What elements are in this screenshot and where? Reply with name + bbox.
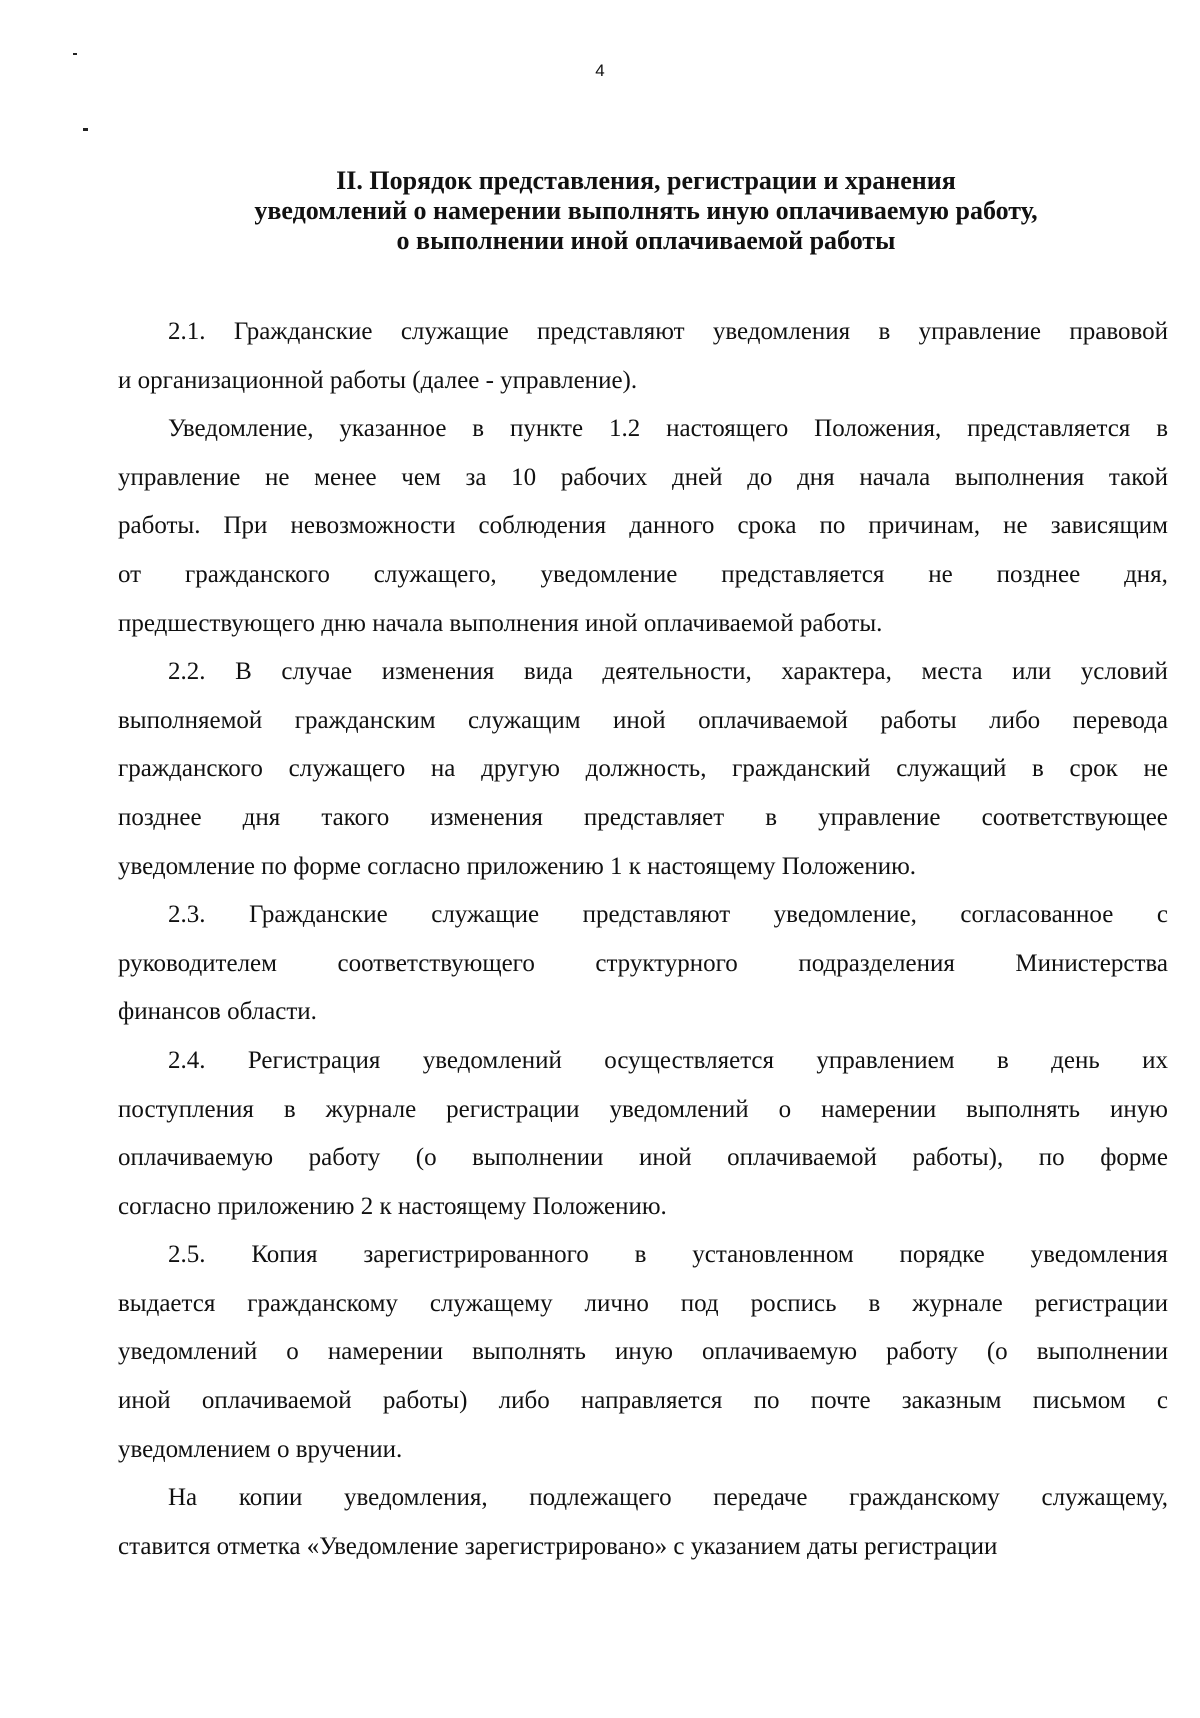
section-heading xyxy=(118,166,1174,256)
paragraph-line: выдается гражданскому служащему лично под роспись в журнале регистрации xyxy=(118,1289,1168,1317)
paragraph-line: оплачиваемую работу (о выполнении иной оплачиваемой работы), по форме xyxy=(118,1144,1168,1172)
paragraph xyxy=(118,1037,1168,1231)
paragraph-line: предшествующего дню начала выполнения иной оплачиваемой работы. xyxy=(118,609,883,637)
paragraph-line: работы. При невозможности соблюдения данного срока по причинам, не зависящим xyxy=(118,512,1168,540)
paragraph-line: выполняемой гражданским служащим иной оплачиваемой работы либо перевода xyxy=(118,706,1168,734)
paragraph xyxy=(118,891,1168,1037)
paragraph xyxy=(118,648,1168,891)
paragraph-line: руководителем соответствующего структурного подразделения Министерства xyxy=(118,949,1168,977)
scan-artifact xyxy=(73,53,77,55)
paragraph-line: от гражданского служащего, уведомление представляется не позднее дня, xyxy=(118,560,1168,588)
paragraph-line: управление не менее чем за 10 рабочих дней до дня начала выполнения такой xyxy=(118,463,1168,491)
paragraph-line: уведомлений о намерении выполнять иную оплачиваемую работу (о выполнении xyxy=(118,1338,1168,1366)
paragraph-line: Уведомление, указанное в пункте 1.2 настоящего Положения, представляется в xyxy=(168,415,1168,443)
paragraph-line: 2.2. В случае изменения вида деятельности, характера, места или условий xyxy=(168,658,1168,686)
paragraph xyxy=(118,405,1168,648)
paragraph-line: На копии уведомления, подлежащего передаче гражданскому служащему, xyxy=(168,1484,1168,1512)
scan-artifact xyxy=(83,128,88,131)
page-number: 4 xyxy=(595,61,605,80)
heading-line: уведомлений о намерении выполнять иную оплачиваемую работу, xyxy=(254,196,1038,225)
paragraph-line: иной оплачиваемой работы) либо направляется по почте заказным письмом с xyxy=(118,1387,1168,1415)
paragraph-line: 2.5. Копия зарегистрированного в установленном порядке уведомления xyxy=(168,1241,1168,1269)
paragraph-line: уведомление по форме согласно приложению 1 к настоящему Положению. xyxy=(118,852,917,880)
paragraph-line: финансов области. xyxy=(118,998,317,1026)
paragraph-line: 2.3. Гражданские служащие представляют уведомление, согласованное с xyxy=(168,901,1168,929)
paragraph-line: позднее дня такого изменения представляет в управление соответствующее xyxy=(118,803,1168,831)
paragraph-line: и организационной работы (далее - управление). xyxy=(118,366,638,394)
heading-line: II. Порядок представления, регистрации и хранения xyxy=(336,166,956,195)
paragraph xyxy=(118,1474,1168,1571)
paragraph-line: согласно приложению 2 к настоящему Положению. xyxy=(118,1192,667,1220)
paragraph-line: ставится отметка «Уведомление зарегистрировано» с указанием даты регистрации xyxy=(118,1532,998,1560)
paragraph xyxy=(118,1231,1168,1474)
heading-line: о выполнении иной оплачиваемой работы xyxy=(396,226,896,255)
paragraph-line: уведомлением о вручении. xyxy=(118,1435,403,1463)
document-body xyxy=(118,308,1168,1571)
paragraph-line: гражданского служащего на другую должность, гражданский служащий в срок не xyxy=(118,755,1168,783)
paragraph-line: поступления в журнале регистрации уведомлений о намерении выполнять иную xyxy=(118,1095,1168,1123)
paragraph-line: 2.4. Регистрация уведомлений осуществляется управлением в день их xyxy=(168,1046,1168,1074)
paragraph xyxy=(118,308,1168,405)
paragraph-line: 2.1. Гражданские служащие представляют уведомления в управление правовой xyxy=(168,318,1168,345)
